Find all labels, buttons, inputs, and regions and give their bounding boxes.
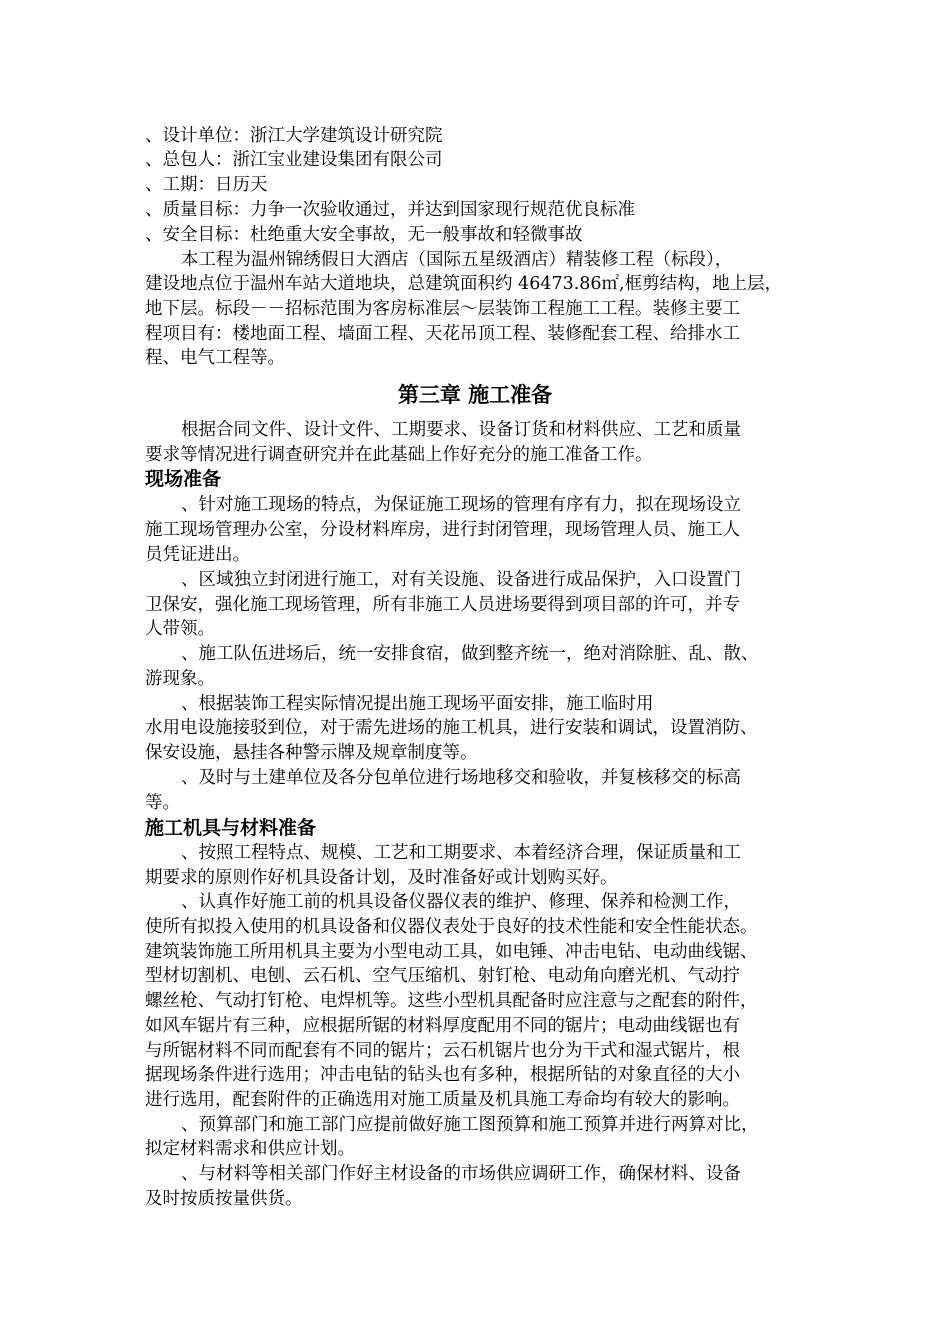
section2-line: 建筑装饰施工所用机具主要为小型电动工具，如电锤、冲击电钻、电动曲线锯、	[145, 942, 758, 962]
section1-line: 员凭证进出。	[145, 545, 250, 565]
chapter-intro-line: 要求等情况进行调查研究并在此基础上作好充分的施工准备工作。	[145, 445, 653, 465]
chapter-title: 第三章 施工准备	[397, 383, 553, 407]
section2-line: 使所有拟投入使用的机具设备和仪器仪表处于良好的技术性能和安全性能状态。	[145, 917, 758, 937]
section-title-site-preparation: 现场准备	[145, 468, 222, 490]
section2-line: 与所锯材料不同而配套有不同的锯片；云石机锯片也分为干式和湿式锯片，根	[145, 1041, 740, 1061]
section1-line: 、区域独立封闭进行施工，对有关设施、设备进行成品保护，入口设置门	[181, 570, 741, 590]
overview-line: 程、电气工程等。	[145, 348, 285, 368]
section1-line: 人带领。	[145, 619, 215, 639]
section2-line: 、预算部门和施工部门应提前做好施工图预算和施工预算并进行两算对比，	[181, 1115, 759, 1135]
section1-line: 等。	[145, 793, 180, 813]
overview-line: 地下层。标段－－招标范围为客房标准层～层装饰工程施工工程。装修主要工	[145, 299, 740, 319]
section2-line: 螺丝枪、气动打钉枪、电焊机等。这些小型机具配备时应注意与之配套的附件，	[145, 991, 758, 1011]
overview-line: 程项目有：楼地面工程、墙面工程、天花吊顶工程、装修配套工程、给排水工	[145, 324, 740, 344]
section2-line: 、按照工程特点、规模、工艺和工期要求、本着经济合理，保证质量和工	[181, 843, 741, 863]
section2-line: 、与材料等相关部门作好主材设备的市场供应调研工作，确保材料、设备	[181, 1164, 741, 1184]
section-title-equipment-materials: 施工机具与材料准备	[145, 817, 317, 839]
project-info-line: 、设计单位：浙江大学建筑设计研究院	[145, 126, 443, 146]
section2-line: 期要求的原则作好机具设备计划，及时准备好或计划购买好。	[145, 868, 618, 888]
section1-line: 卫保安，强化施工现场管理，所有非施工人员进场要得到项目部的许可，并专	[145, 595, 740, 615]
section1-line: 水用电设施接驳到位，对于需先进场的施工机具，进行安装和调试，设置消防、	[145, 718, 758, 738]
section1-line: 、施工队伍进场后，统一安排食宿，做到整齐统一，绝对消除脏、乱、散、	[181, 644, 759, 664]
section1-line: 、及时与土建单位及各分包单位进行场地移交和验收，并复核移交的标高	[181, 768, 741, 788]
overview-line: 建设地点位于温州车站大道地块，总建筑面积约 46473.86㎡,框剪结构，地上层，	[145, 274, 783, 294]
section2-line: 及时按质按量供货。	[145, 1189, 303, 1209]
section1-line: 游现象。	[145, 669, 215, 689]
project-info-line: 、总包人：浙江宝业建设集团有限公司	[145, 150, 443, 170]
section1-line: 施工现场管理办公室，分设材料库房，进行封闭管理，现场管理人员、施工人	[145, 520, 740, 540]
project-info-line: 、工期：日历天	[145, 175, 268, 195]
section2-line: 如风车锯片有三种，应根据所锯的材料厚度配用不同的锯片；电动曲线锯也有	[145, 1016, 740, 1036]
chapter-intro-line: 根据合同文件、设计文件、工期要求、设备订货和材料供应、工艺和质量	[181, 420, 741, 440]
section2-line: 、认真作好施工前的机具设备仪器仪表的维护、修理、保养和检测工作，	[181, 892, 741, 912]
section2-line: 据现场条件进行选用；冲击电钻的钻头也有多种，根据所钻的对象直径的大小	[145, 1065, 740, 1085]
section2-line: 型材切割机、电刨、云石机、空气压缩机、射钉枪、电动角向磨光机、气动拧	[145, 966, 740, 986]
project-info-line: 、安全目标：杜绝重大安全事故，无一般事故和轻微事故	[145, 225, 583, 245]
project-info-line: 、质量目标：力争一次验收通过，并达到国家现行规范优良标准	[145, 200, 635, 220]
overview-line: 本工程为温州锦绣假日大酒店（国际五星级酒店）精装修工程（标段），	[181, 250, 733, 270]
section1-line: 、根据装饰工程实际情况提出施工现场平面安排，施工临时用	[181, 694, 654, 714]
section2-line: 进行选用，配套附件的正确选用对施工质量及机具施工寿命均有较大的影响。	[145, 1090, 740, 1110]
section1-line: 、针对施工现场的特点，为保证施工现场的管理有序有力，拟在现场设立	[181, 495, 741, 515]
section2-line: 拟定材料需求和供应计划。	[145, 1139, 355, 1159]
section1-line: 保安设施，悬挂各种警示牌及规章制度等。	[145, 743, 478, 763]
